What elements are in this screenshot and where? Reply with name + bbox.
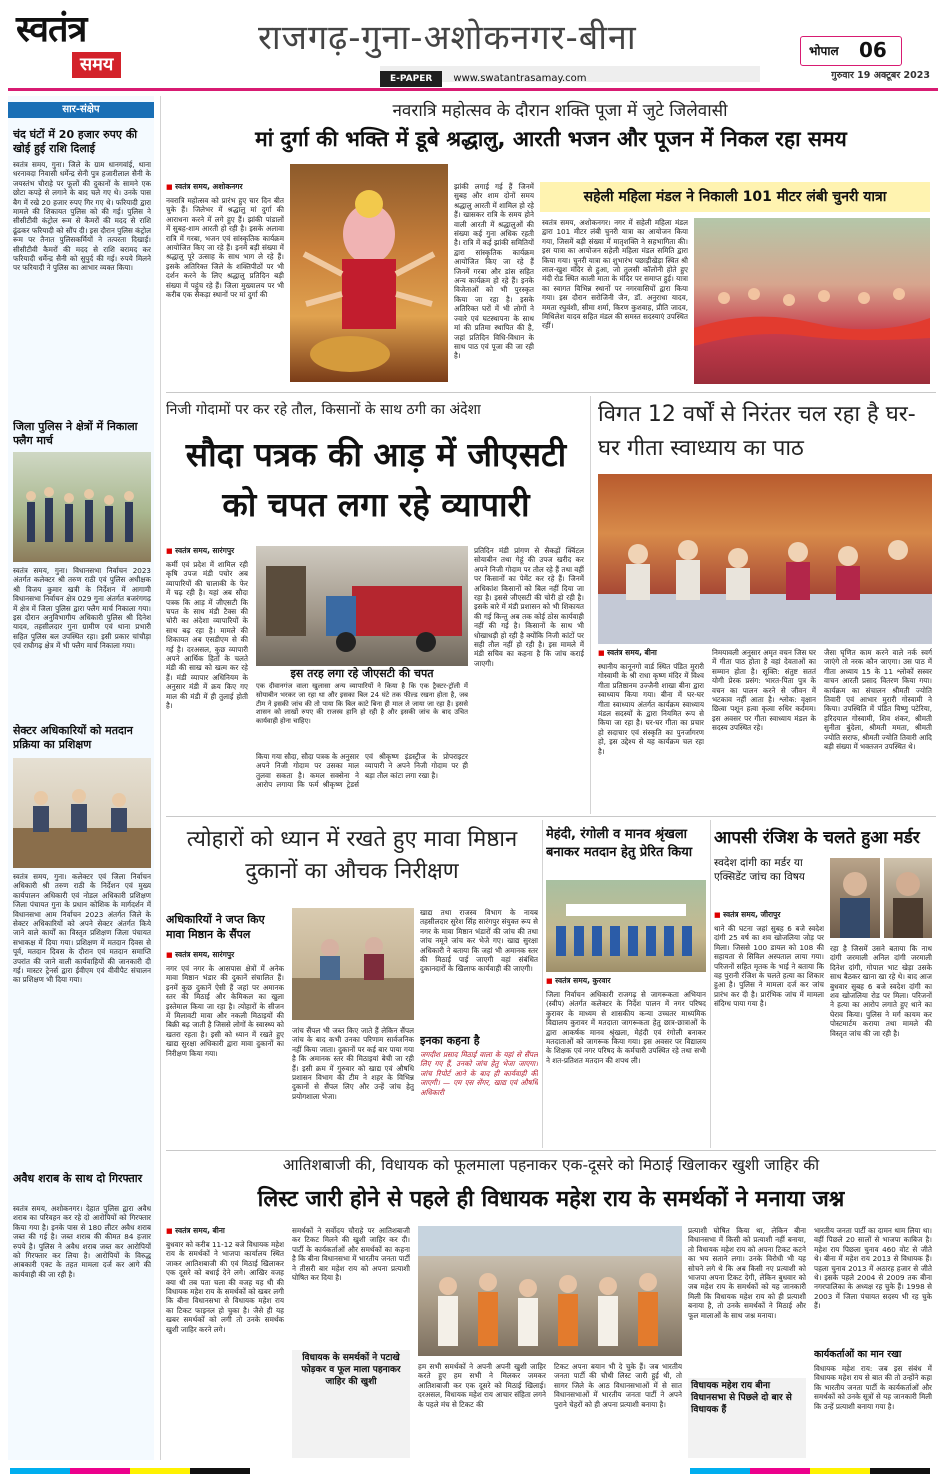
story5-inset-title: इनका कहना है [420, 1034, 480, 1047]
row-divider [166, 816, 936, 817]
story8-col5: प्रत्याशी घोषित किया था, लेकिन बीना विधानसभा में किसी को प्रत्याशी नहीं बनाया, तो विधायक महेश राय को अपना टिकट कटने का भय सताने लगा। उनके विरोधी भी यह सोचने लगे थे कि अब किसी नए प्रत्याशी को भाजपा अपना टिकट देगी, लेकिन बुधवार को जब महेश राय के समर्थकों को यह जानकारी मिली कि विधायक महेश राय को ही प्रत्याशी बनाया है, तो उनके समर्थकों ने मिठाई और फूल मालाओं के साथ जश्न मनाया। [688, 1226, 806, 1320]
story2-body: स्वतंत्र समय, अशोकनगर। नगर में सहेली महिला मंडल द्वारा 101 मीटर लंबी चुनरी यात्रा का आयोजन किया गया, जिसमें बड़ी संख्या में मातृशक्ति ने सहभागिता की। इस यात्रा का आयोजन सहेली महिला मंडल समिति द्वारा किया गया। चुनरी यात्रा का शुभारंभ पछाड़ीखेड़ा स्थित श्री लाल-खुश मंदिर से हुआ, जो तुलसी कॉलोनी होते हुए मंदी रोड स्थित काली माता के मंदिर पर समाप्त हुई। यात्रा का स्वागत विभिन्न स्थानों पर नगरवासियों द्वारा किया गया। इस दौरान सरोजिनी जैन, डॉ. अनुराधा यादव, ममता रघुवंशी, सीमा शर्मा, किरण कुशवाह, प्रीति जादव, मिथिलेश यादव सहित मंडल की समस्त सदस्याएं उपस्थित रहीं। [542, 218, 688, 331]
sidebar-header-text: सार-संक्षेप [62, 104, 100, 115]
sweet-shop-photo [292, 908, 414, 1020]
sidebar-item-title: चंद घंटों में 20 हजार रुपए की खोई हुई राशि दिलाई [13, 128, 138, 155]
story3-kicker: निजी गोदामों पर कर रहे तौल, किसानों के साथ ठगी का अंदेशा [166, 402, 481, 418]
victim-photo-2 [884, 858, 932, 938]
story5-col2: जांच सैंपल भी जब्त किए जाते हैं लेकिन सैंपल जांच के बाद कभी उनका परिणाम सार्वजनिक नहीं किया जाता। दुकानों पर कई बार पाया गया है कि अमानक स्तर की मिठाइयां बेची जा रही हैं। इसी क्रम में गुरुवार को खाद्य एवं औषधि प्रशासन विभाग की टीम ने शहर के विभिन्न दुकानों से सैंपल लिए और उन्हें जांच हेतु प्रयोगशाला भेजा। [292, 1026, 414, 1101]
story1-headline: मां दुर्गा की भक्ति में डूबे श्रद्धालु, आरती भजन और पूजन में निकल रहा समय [255, 127, 847, 151]
story8-col6: भारतीय जनता पार्टी का दामन थाम लिया था। वहीं पिछले 20 सालों से भाजपा काबिज है। महेश राय पिछला चुनाव 460 वोट से जीते थे। बीना में महेश राय 2013 से विधायक हैं। पहला चुनाव 2013 में अठारह हजार से जीते थे। इसके पहले 2004 से 2009 तक बीना नगरपालिका के अध्यक्ष रह चुके हैं। 1998 से 2003 में जिला पंचायत सदस्य भी रह चुके हैं। [814, 1226, 932, 1311]
training-photo [13, 758, 151, 868]
story8-inset2-box [688, 1378, 806, 1458]
epaper-bar [380, 66, 760, 82]
story8-col6b: विधायक महेश राय: जब इस संबंध में विधायक महेश राय से बात की तो उन्होंने कहा कि भारतीय जनता पार्टी के कार्यकर्ताओं और समर्थकों को उनके सूत्रों से यह जानकारी मिली कि उन्हें प्रत्याशी बनाया गया है। [814, 1364, 932, 1411]
sidebar-item-body: स्वतंत्र समय, गुना। जिले के ग्राम धानगवांई, थाना धरनावदा निवासी धर्मेन्द्र सेनी पुत्र हजारीलाल सैनी के जयस्तंभ चौराहे पर फूलों की दुकानों के सामने एक छोटा कपड़े से लगाने के बाद चले गए थे। उनके पास बैग में रखे 20 हजार रुपए गिर गए थे। फरियादी द्वारा मामले की शिकायत पुलिस को की गई। पुलिस ने सीसीटीवी कंट्रोल रूम से कैमरों की मदद से राशि ढूंढकर फरियादी को सौंप दी। इस दौरान पुलिस कंट्रोल रूम पर तैनात पुलिसकर्मियों ने तत्परता दिखाई। सीसीटीवी कैमरों की मदद से राशि बरामद कर फरियादी धर्मेन्द्र सैनी को सुपुर्द की गई। रुपये मिलने पर फरियादी ने पुलिस का आभार व्यक्त किया। [13, 160, 151, 273]
gita-path-photo [598, 474, 932, 644]
story6-byline: ■ स्वतंत्र समय, कुरवार [546, 976, 706, 986]
story4-col2: निमयावली अनुसार अमृत वचन जिस घर में गीता पाठ होता है वहां देवताओं का सम्मान होता है। सूक्ति: संतुष्ट सततं योगी प्रेरक प्रसंग: भारत-पिता पुत्र के वचन का पालन करने से जीवन में भटकाव नहीं आता है। श्लोक: वृक्षान छित्वा पशून हत्वा कृत्वा रुधिर कर्दमम। इस अवसर पर गीता स्वाध्याय मंडल के सदस्य उपस्थित रहे। [712, 648, 816, 733]
column-rule [160, 96, 161, 1460]
city-label: भोपाल [809, 44, 839, 58]
logo-bottom: समय [72, 52, 121, 78]
story5-byline: ■ स्वतंत्र समय, सारंगपुर [166, 950, 286, 960]
newspaper-logo[interactable] [16, 8, 166, 88]
sidebar-header [8, 102, 154, 118]
column-rule [710, 820, 711, 1148]
story4-byline: ■ स्वतंत्र समय, बीना [598, 648, 718, 658]
story8-inset-title: विधायक के समर्थकों ने पटाखे फोड़कर व फूल माला पहनाकर जाहिर की खुशी [301, 1353, 401, 1387]
page-number: 06 [859, 38, 887, 62]
story1-kicker: नवरात्रि महोत्सव के दौरान शक्ति पूजा में जुटे जिलेवासी [392, 101, 728, 121]
story6-headline: मेहंदी, रंगोली व मानव श्रृंखला बनाकर मतदान हेतु प्रेरित किया [546, 827, 693, 860]
story8-inset-box [292, 1350, 410, 1458]
story8-inset2-title: विधायक महेश राय बीना विधानसभा से पिछले दो बार से विधायक हैं [691, 1381, 792, 1415]
story8-col3: हम सभी समर्थकों ने अपनी अपनी खुशी जाहिर करते हुए हम सभी ने मिलकर जमकर आतिशबाजी कर एक दूसरे को मिठाई खिलाई। दरअसल, विधायक महेश राय आचार संहिता लगने के पहले मंच से टिकट की [418, 1362, 546, 1409]
chunari-yatra-photo [694, 218, 930, 384]
masthead-rule [8, 88, 938, 91]
sidebar-item-body: स्वतंत्र समय, गुना। विधानसभा निर्वाचन 2023 अंतर्गत कलेक्टर श्री तरुण राठी एवं पुलिस अधीक्षक श्री विजय कुमार खत्री के निर्देशन में आगामी विधानसभा निर्वाचन क्षेत्र 029 गुना अंतर्गत बजरंगगढ़ में क्षेत्र में जिला पुलिस द्वारा फ्लैग मार्च निकाला गया। इस दौरान अनुविभागीय अधिकारी पुलिस श्री दिनेश यादव, तहसीलदार गुना ग्रामीण एवं थाना प्रभारी सहित पुलिस बल उपस्थित रहा। इसी प्रकार चांचौड़ा एवं राघौगढ़ क्षेत्र में भी फ्लैग मार्च निकाला गया। [13, 566, 151, 651]
story8-col4: टिकट अपना बयान भी दे चुके हैं। जब भारतीय जनता पार्टी की चौथी लिस्ट जारी हुई थी, तो सागर जिले के आठ विधानसभाओं में से सात विधानसभाओं में भारतीय जनता पार्टी ने अपने पुराने चेहरों को ही अपना प्रत्याशी बनाया है। [554, 1362, 682, 1409]
story7-headline: आपसी रंजिश के चलते हुआ मर्डर [714, 828, 920, 848]
victim-photo-1 [830, 858, 880, 938]
row-divider [166, 392, 936, 393]
story4-col3: जैसा घृणित काम करने वाले नर्क स्वर्ग जाएंगे तो नरक कौन जाएगा। उस पाठ में गीता अध्याय 15 के 11 श्लोकों सस्वर वाचन आरती प्रसाद वितरण किया गया। कार्यक्रम का संचालन श्रीमती ज्योति तिवारी एवं आभार मुरारी गोस्वामी ने किया। उपस्थिति में पंडित विष्णु पटेरिया, हरिदयाल गोस्वामी, शिव शंकर, श्रीमती सुनीता बुंदेला, श्रीमती ममता, श्रीमती ज्योति सराफ, श्रीमती ज्योति तिवारी आदि बड़ी संख्या में भक्तजन उपस्थित थे। [824, 648, 932, 752]
photo-caption-box [256, 666, 468, 746]
story7-col1: थाने की घटना जहां सुबह 6 बजे स्वदेश दांगी 25 वर्ष का शव खोजलिया जोड़ पर मिला। जिससे 100 डायल को 108 की सहायता से सिविल अस्पताल लाया गया। परिजनों सहित मृतक के भाई ने बताया कि वह पुरानी रंजिश के चलते हत्या का शिकार हुआ है। पुलिस ने मामला दर्ज कर जांच प्रारंभ कर दी है। प्रारंभिक जांच में मामला संदिग्ध पाया गया है। [714, 924, 824, 1009]
truck-photo [256, 546, 468, 666]
story3-byline: ■ स्वतंत्र समय, सारंगपुर [166, 546, 286, 556]
story4-col1: स्थानीय कानूनगो वार्ड स्थित पंडित मुरारी गोस्वामी के श्री राधा कृष्ण मंदिर में विश्व गीता प्रतिष्ठानम उज्जैनी शाखा बीना द्वारा स्वाध्याय किया गया। बीना में घर-घर गीता स्वाध्याय अंतर्गत कार्यक्रम स्वाध्याय मंडल सदस्यों के द्वारा नियमित रूप से किया जा रहा है। घर-घर गीता का प्रचार हो सदाचार एवं संस्कृति का पुनर्जागरण हो, इस उद्देश्य से यह कार्यक्रम चल रहा है। [598, 662, 704, 756]
story1-byline: ■ स्वतंत्र समय, अशोकनगर [166, 182, 286, 192]
story3-col1: कर्मी एवं प्रदेश में शामिल रही कृषि उपज मंडी पचोर अब व्यापारियों की चालाकी के फेर में चढ़ रही है। यहां अब सौदा पत्रक कि आड़ में जीएसटी कि चपत के साथ मंडी टैक्स की चोरी का अंदेशा व्यापारियों के साथ बढ़ रहा है। मामले की शिकायत अब एसडीएम से की गई है। दरअसल, कुछ व्यापारी अपने आर्थिक हितों के चलते मंडी की साख को खत्म कर रहे हैं। मंडी व्यापार अधिनियम के अनुसार मंडी में क्रय किए गए माल की मंडी में ही तुलाई होती है। [166, 560, 248, 711]
sidebar-item-body: स्वतंत्र समय, अशोकनगर। देहात पुलिस द्वारा अवैध शराब का परिवहन कर रहे दो आरोपियों को गिरफ्तार किया गया है। इनके पास से 180 लीटर अवैध शराब जब्त की गई है। जब्त शराब की कीमत 84 हजार रुपये है। पुलिस ने अवैध शराब जब्त कर आरोपियों को गिरफ्तार कर लिया है। आरोपियों के विरुद्ध आबकारी एक्ट के तहत मामला दर्ज कर आगे की कार्यवाही की जा रही है। [13, 1204, 151, 1279]
story8-col2: समर्थकों ने सर्वोदय चौराहे पर आतिशबाजी कर टिकट मिलने की खुशी जाहिर कर दी। पार्टी के कार्यकर्ताओं और समर्थकों का कहना है कि बीना विधानसभा में भारतीय जनता पार्टी ने तीसरी बार महेश राय को अपना प्रत्याशी घोषित कर दिया है। [292, 1226, 410, 1283]
story8-kicker: आतिशबाजी की, विधायक को फूलमाला पहनाकर एक-दूसरे को मिठाई खिलाकर खुशी जाहिर की [282, 1156, 820, 1174]
story2-headline-box [540, 182, 930, 212]
column-rule [590, 396, 591, 814]
sidebar-item-title: सेक्टर अधिकारियों को मतदान प्रक्रिया का प्रशिक्षण [13, 724, 133, 751]
story3-col3: प्रतिदिन मंडी प्रांगण से सैकड़ों क्विंटल सोयाबीन तथा गेहूं की उपज खरीद कर अपने निजी गोदाम पर तौल रहे हैं तथा वहीं पर किसानों का पेमेंट कर रहे हैं। जिनमें अधिकांश किसानों को बिल नहीं दिया जा रहा है। इससे जीएसटी की चोरी हो रही है। इसके बारे में मंडी प्रशासन को भी शिकायत की गई किन्तु अब तक कोई ठोस कार्यवाही नहीं की गई है। किसानों के साथ भी धोखाधड़ी हो रही है क्योंकि निजी कांटों पर सही तौल नहीं हो रही है। इस मामले में मंडी सचिव का कहना है कि जांच कराई जाएगी। [474, 546, 584, 668]
logo-top: स्वतंत्र [16, 8, 87, 50]
story4-headline: विगत 12 वर्षों से निरंतर चल रहा है घर-घर गीता स्वाध्याय का पाठ [598, 402, 916, 461]
sidebar [8, 96, 154, 1460]
sidebar-item-body: स्वतंत्र समय, गुना। कलेक्टर एवं जिला निर्वाचन अधिकारी श्री तरुण राठी के निर्देशन एवं मुख्य कार्यपालन अधिकारी एवं नोडल अधिकारी प्रशिक्षण जिला पंचायत गुना के प्रधान कोशिक के मार्गदर्शन में विधानसभा आम निर्वाचन 2023 अंतर्गत जिले के सेक्टर अधिकारियों को अपने सेक्टर अंतर्गत किये जाने वाले कार्यों का विस्तृत प्रशिक्षण जिला पंचायत सभाकक्ष में दिया गया। प्रशिक्षण में मतदान दिवस से पूर्व, मतदान दिवस के दौरान एवं मतदान समाप्ति उपरांत की जाने वाली कार्यवाहियों की जानकारी दी गई। मास्टर ट्रेनर्स द्वारा ईवीएम एवं वीवीपैट संचालन का प्रशिक्षण भी दिया गया। [13, 872, 151, 985]
story5-headline: त्योहारों को ध्यान में रखते हुए मावा मिष्ठान दुकानों का औचक निरीक्षण [186, 827, 518, 884]
celebration-photo [418, 1226, 682, 1356]
column-rule [542, 820, 543, 1148]
story7-subhead: स्वदेश दांगी का मर्डर या एक्सिडेंट जांच का विषय [714, 857, 805, 883]
row-divider [166, 1150, 936, 1151]
story8-byline: ■ स्वतंत्र समय, बीना [166, 1226, 286, 1236]
masthead [0, 0, 945, 96]
story3-headline: सौदा पत्रक की आड़ में जीएसटी को चपत लगा रहे व्यापारी [185, 435, 567, 524]
story5-inset-body: जगदीश प्रसाद मिठाई वाला के यहां से सैंपल लिए गए हैं, उनको जांच हेतु भेजा जाएगा। जांच रिपोर्ट आने के बाद ही कार्यवाही की जाएगी। — एम एस सेंगर, खाद्य एवं औषधि अधिकारी [420, 1050, 538, 1097]
sidebar-item-title: अवैध शराब के साथ दो गिरफ्तार [13, 1172, 143, 1185]
photo-caption-title: इस तरह लगा रहे जीएसटी की चपत [290, 667, 434, 680]
story7-col2: रहा है जिसमें उसने बताया कि नाथ दांगी जरमाली अनिल दांगी जरमाली दिनेश दांगी, गोपाल भाट खेड़ा उसके साथ बैठकर खाना खा रहे थे। बाद आज बुधवार सुबह 6 बजे स्वदेश दांगी का शव खोजलिया रोड पर मिला। परिजनों ने हत्या का आरोप लगाते हुए थाने का घेराव किया। पुलिस ने मर्ग कायम कर पोस्टमार्टम कराया तथा मामले की विस्तृत जांच की जा रही है। [830, 944, 932, 1038]
edition-title: राजगढ़-गुना-अशोकनगर-बीना [258, 18, 637, 58]
website-link[interactable]: www.swatantrasamay.com [453, 73, 587, 84]
durga-idol-photo [290, 164, 448, 382]
photo-caption-text: एक दीवानगंज वाला खुलासा अन्य व्यापारियों ने किया है कि एक ट्रैक्टर-ट्रॉली में सोयाबीन भरकर जा रहा था और इसका बिल 24 घंटे तक फील्ड रखना होता है, जब टीम ने इसकी जांच की तो पाया कि बिल काटे बिना ही माल ले जाया जा रहा है। इससे शासन को लाखों रुपए की राजस्व हानि हो रही है और इसकी जांच के बाद उचित कार्यवाही होना चाहिए। [256, 682, 468, 726]
print-color-bar [0, 1460, 945, 1468]
sidebar-item-title: जिला पुलिस ने क्षेत्रों में निकाला फ्लैग मार्च [13, 420, 138, 447]
story5-subhead: अधिकारियों ने जप्त किए मावा मिष्ठान के सैंपल [166, 913, 265, 941]
story6-body: जिला निर्वाचन अधिकारी राजगढ़ से जागरूकता अभियान (स्वीप) अंतर्गत कलेक्टर के निर्देश पालन में नगर परिषद कुरावर के माध्यम से शासकीय कन्या उच्चतर माध्यमिक विद्यालय कुरावर में मतदाता जागरूकता हेतु छात्र-छात्राओं के द्वारा आकर्षक मानव श्रृंखला, मेहंदी एवं रंगोली बनाकर मतदाताओं को जागरूक किया गया। इस अवसर पर विद्यालय के शिक्षक एवं नगर परिषद के कर्मचारी उपस्थित रहे तथा सभी ने शत-प्रतिशत मतदान की शपथ ली। [546, 990, 706, 1065]
flag-march-photo [13, 452, 151, 562]
story5-col3: खाद्य तथा राजस्व विभाग के नायब तहसीलदार सुरेश सिंह सारंगपुर संयुक्त रूप से नगर के मावा मिष्ठान भंडारों की जांच की तथा जांच नमूने जांच कर भेजे गए। खाद्य सुरक्षा अधिकारी ने बताया कि जहां भी अमानक स्तर की मिठाई पाई जाएगी वहां संबंधित दुकानदारों के खिलाफ कार्यवाही की जाएगी। [420, 908, 538, 974]
story1-col2: झांकी लगाई गई हैं जिनमें सुबह और शाम दोनों समय श्रद्धालु आरती में शामिल हो रहे हैं। खासकर रात्रि के समय होने वाली आरती में श्रद्धालुओं की संख्या कई गुना अधिक रहती है। रात्रि में कई झांकी समितियों द्वारा सांस्कृतिक कार्यक्रम आयोजित किए जा रहे हैं जिनमें गरबा और डांस सहित अन्य कार्यक्रम हो रहे हैं। इनके विजेताओं को भी पुरस्कृत किया जा रहा है। इसके अतिरिक्त घरों में भी लोगों ने ज्वारे एवं घटस्थापना के साथ मां की प्रतिमा स्थापित की है, जहां प्रतिदिन विधि-विधान के साथ पाठ एवं पूजा की जा रही है। [454, 182, 534, 361]
story7-byline: ■ स्वतंत्र समय, जीरापुर [714, 910, 826, 920]
story8-col1: बुधवार को करीब 11-12 बजे विधायक महेश राय के समर्थकों ने भाजपा कार्यालय स्थित जाकर आतिशबाजी की एवं मिठाई खिलाकर एक दूसरे को बधाई देने लगे। आखिर वजह क्या थी तब पता चला की वजह यह थी की विधायक महेश राय के समर्थकों को खबर लगी कि बीना विधानसभा से विधायक महेश राय का टिकट फाइनल हो चुका है। जैसे ही यह खबर समर्थकों को लगी तो उनके समर्थक खुशी जाहिर करने लगे। [166, 1240, 284, 1334]
story8-headline: लिस्ट जारी होने से पहले ही विधायक महेश राय के समर्थकों ने मनाया जश्न [257, 1187, 845, 1212]
story5-col1: नगर एवं नगर के आसपास क्षेत्रों में अनेक मावा मिष्ठान भंडार की दुकानें संचालित हैं। इनमें कुछ दुकानें ऐसी हैं जहां पर अमानक स्तर की मिठाई और केमिकल का खुला इस्तेमाल किया जा रहा है। त्योहारों के सीजन में मिलावटी मावा और नकली मिठाइयों की बिक्री बढ़ जाती है जिससे लोगों के स्वास्थ्य को खतरा रहता है। इसी को ध्यान में रखते हुए खाद्य सुरक्षा अधिकारी द्वारा मावा दुकानों का निरीक्षण किया गया। [166, 964, 284, 1058]
human-chain-photo [546, 880, 706, 972]
date-label: गुरुवार 19 अक्टूबर 2023 [831, 70, 930, 81]
story1-col1: नवरात्रि महोत्सव को प्रारंभ हुए चार दिन बीत चुके हैं। जिलेभर में श्रद्धालु मां दुर्गा की आराधना करने में लगे हुए हैं। झांकी पांडालों में सुबह-शाम आरती हो रही है। इसके अलावा रात्रि में गरबा, भजन एवं सांस्कृतिक कार्यक्रम आयोजित किए जा रहे हैं। इनमें बड़ी संख्या में श्रद्धालु पूरे उत्साह के साथ भाग ले रहे हैं। इसके अतिरिक्त जिले के शक्तिपीठों पर भी दर्शन करने के लिए श्रद्धालु प्रतिदिन बड़ी संख्या में पहुंच रहे हैं। जिला मुख्यालय पर भी करीब एक सैकड़ा स्थानों पर मां दुर्गा की [166, 196, 284, 300]
story3-col2: किया गया सौदा, सौदा पत्रक के अनुसार अपने निजी गोदाम पर उसका माल तुलवा सकता है। कमल सक्सेना ने आरोप लगाया कि फर्म श्रीकृष्ण ट्रेडर्स एवं श्रीकृष्ण इंडस्ट्रीज के प्रोपराइटर व्यापारी ने अपने निजी गोदाम पर ही बड़ा तौल कांटा लगा रखा है। [256, 752, 468, 790]
story8-inset3-title: कार्यकर्ताओं का मान रखा [814, 1349, 902, 1360]
edition-info [800, 36, 902, 66]
story2-headline: सहेली महिला मंडल ने निकाली 101 मीटर लंबी चुनरी यात्रा [583, 189, 887, 205]
epaper-label: E-PAPER [380, 71, 442, 87]
